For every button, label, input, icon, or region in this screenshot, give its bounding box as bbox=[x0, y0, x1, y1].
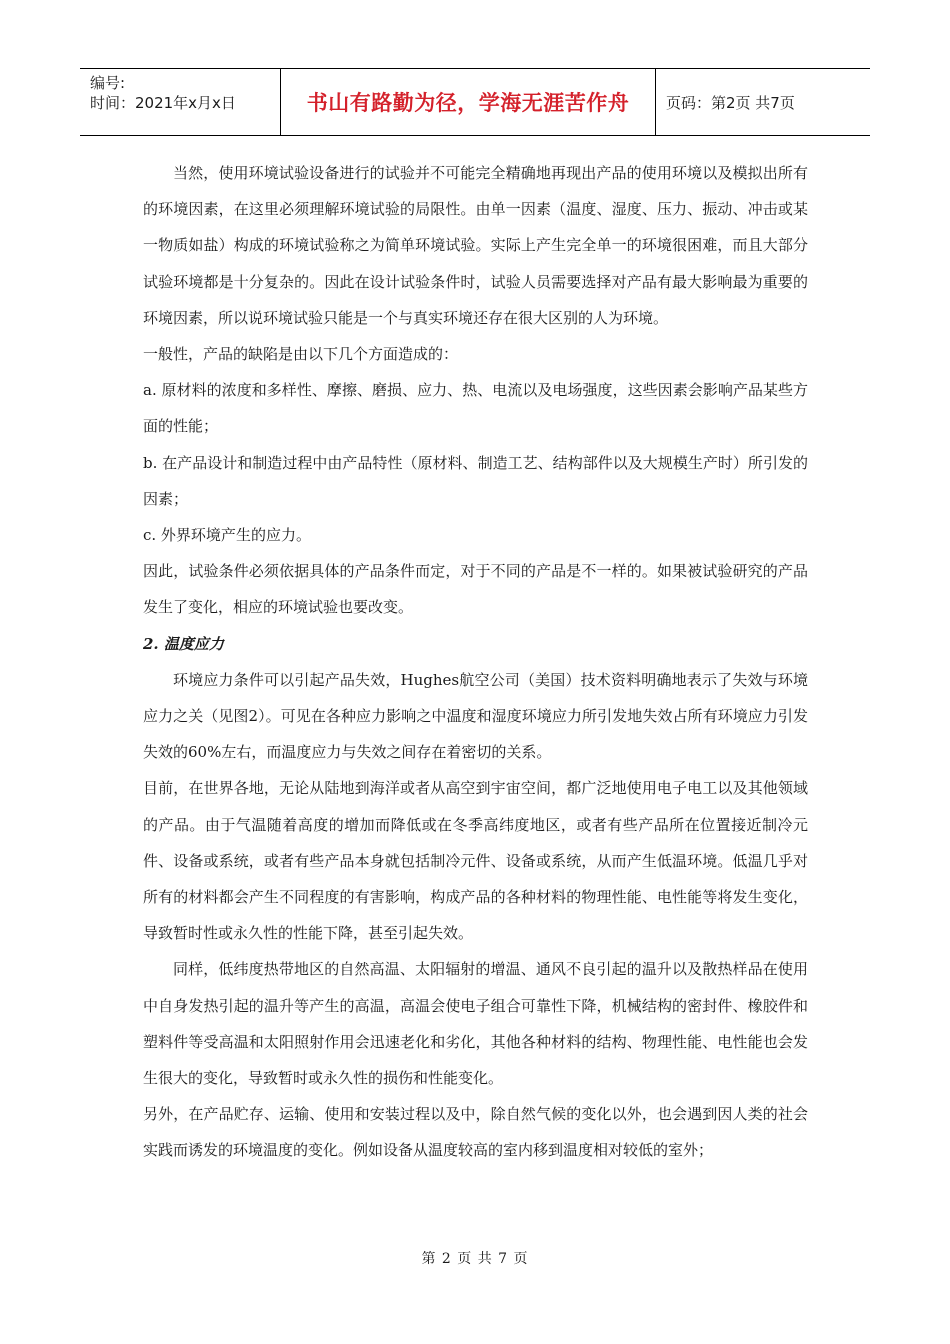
list-item-c: c. 外界环境产生的应力。 bbox=[143, 526, 311, 545]
paragraph-stress: 环境应力条件可以引起产品失效，Hughes航空公司（美国）技术资料明确地表示了失效与环境应力之关（见图2）。可见在各种应力影响之中温度和湿度环境应力所引发地失效占所有环境应力引发失效的60%左右，而温度应力与失效之间存在着密切的关系。 bbox=[143, 670, 808, 762]
header-left bbox=[80, 69, 280, 135]
paragraph-temperature-change: 另外，在产品贮存、运输、使用和安装过程以及中，除自然气候的变化以外，也会遇到因人类的社会实践而诱发的环境温度的变化。例如设备从温度较高的室内移到温度相对较低的室外； bbox=[143, 1105, 808, 1160]
document-date: 时间：2021年x月x日 bbox=[90, 94, 236, 112]
page-footer: 第 2 页 共 7 页 bbox=[421, 1251, 529, 1267]
header-motto: 书山有路勤为径，学海无涯苦作舟 bbox=[280, 69, 656, 135]
paragraph-low-temperature: 目前，在世界各地，无论从陆地到海洋或者从高空到宇宙空间，都广泛地使用电子电工以及其他领域的产品。由于气温随着高度的增加而降低或在冬季高纬度地区，或者有些产品所在位置接近制冷元件、设备或系统，或者有些产品本身就包括制冷元件、设备或系统，从而产生低温环境。低温几乎对所有的材料都会产生不同程度的有害影响，构成产品的各种材料的物理性能、电性能等将发生变化，导致暂时性或永久性的性能下降，甚至引起失效。 bbox=[143, 779, 808, 943]
document-number-label: 编号: bbox=[90, 74, 126, 92]
list-item-b: b. 在产品设计和制造过程中由产品特性（原材料、制造工艺、结构部件以及大规模生产时）所引发的因素； bbox=[143, 453, 808, 508]
paragraph-defect-causes: 一般性，产品的缺陷是由以下几个方面造成的： bbox=[143, 345, 459, 364]
page-header bbox=[80, 68, 870, 136]
section-heading: 2. 温度应力 bbox=[143, 634, 224, 653]
header-page-info: 页码：第2页 共7页 bbox=[666, 93, 795, 112]
document-body bbox=[143, 155, 808, 1169]
paragraph-high-temperature: 同样，低纬度热带地区的自然高温、太阳辐射的增温、通风不良引起的温升以及散热样品在使用中自身发热引起的温升等产生的高温，高温会使电子组合可靠性下降，机械结构的密封件、橡胶件和塑料件等受高温和太阳照射作用会迅速老化和劣化，其他各种材料的结构、物理性能、电性能也会发生很大的变化，导致暂时或永久性的损伤和性能变化。 bbox=[143, 960, 808, 1088]
paragraph-conclusion: 因此，试验条件必须依据具体的产品条件而定，对于不同的产品是不一样的。如果被试验研究的产品发生了变化，相应的环境试验也要改变。 bbox=[143, 562, 808, 617]
paragraph-intro: 当然，使用环境试验设备进行的试验并不可能完全精确地再现出产品的使用环境以及模拟出所有的环境因素，在这里必须理解环境试验的局限性。由单一因素（温度、湿度、压力、振动、冲击或某一物质如盐）构成的环境试验称之为简单环境试验。实际上产生完全单一的环境很困难，而且大部分试验环境都是十分复杂的。因此在设计试验条件时，试验人员需要选择对产品有最大影响最为重要的环境因素，所以说环境试验只能是一个与真实环境还存在很大区别的人为环境。 bbox=[143, 164, 808, 327]
list-item-a: a. 原材料的浓度和多样性、摩擦、磨损、应力、热、电流以及电场强度，这些因素会影响产品某些方面的性能； bbox=[143, 381, 808, 436]
